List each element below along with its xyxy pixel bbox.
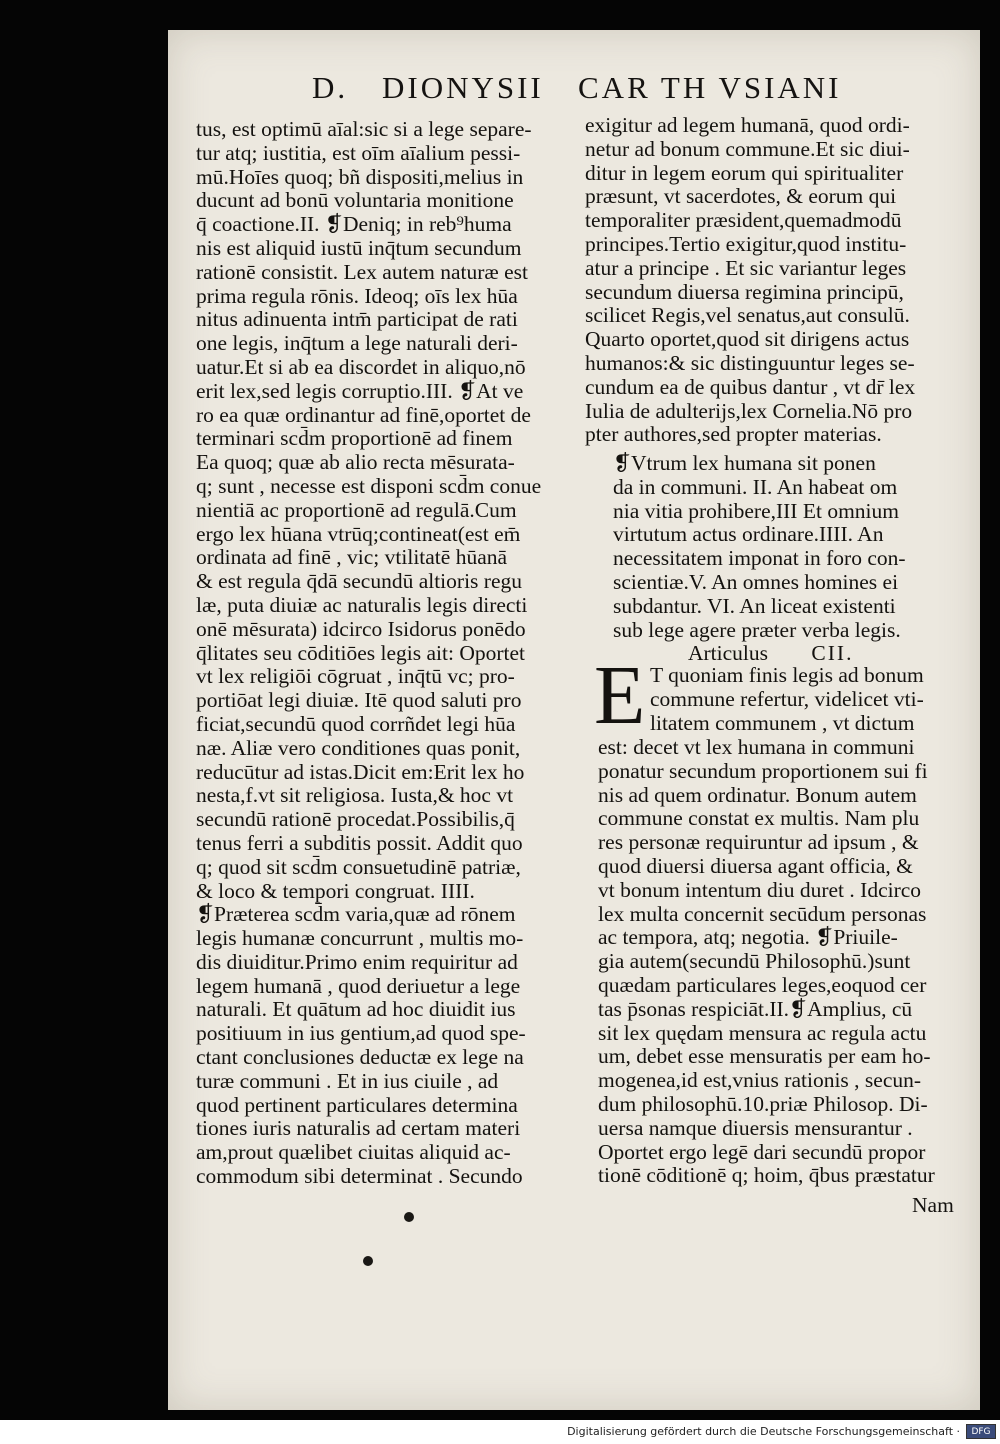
text-line: onē mēsurata) idcirco Isidorus ponēdo <box>196 616 526 641</box>
ink-dot <box>363 1256 373 1266</box>
text-line: Ea quoq; quæ ab alio recta mēsurata- <box>196 450 515 475</box>
right-column-top <box>585 114 965 454</box>
text-line: dis diuiditur.Primo enim requiritur ad <box>196 949 518 974</box>
text-line: commune constat ex multis. Nam plu <box>598 806 920 831</box>
text-line: nientiā ac proportionē ad regulā.Cum <box>196 497 517 522</box>
text-line: & loco & tempori congruat. IIII. <box>196 878 475 903</box>
text-line: uersa namque diuersis mensurantur . <box>598 1115 913 1140</box>
text-line: rationē consistit. Lex autem naturæ est <box>196 259 528 284</box>
text-line: ducunt ad bonū voluntaria monitione <box>196 188 514 213</box>
text-line: virtutum actus ordinare.IIII. An <box>613 522 884 547</box>
text-line: tiones iuris naturalis ad certam materi <box>196 1116 521 1141</box>
text-line: scientiæ.V. An omnes homines ei <box>613 569 899 594</box>
text-line: subdantur. VI. An liceat existenti <box>613 593 896 618</box>
text-line: quod pertinent particulares determina <box>196 1092 518 1117</box>
text-line: temporaliter præsident,quemadmodū <box>585 208 902 233</box>
text-line: dum philosophū.10.priæ Philosop. Di- <box>598 1091 928 1116</box>
text-line: commodum sibi determinat . Secundo <box>196 1164 523 1189</box>
text-line: nia vitia prohibere,III Et omnium <box>613 498 899 523</box>
text-line: præsunt, vt sacerdotes, & eorum qui <box>585 184 897 209</box>
text-line: tenus ferri a subditis possit. Addit quo <box>196 830 523 855</box>
text-line: res personæ requiruntur ad ipsum , & <box>598 830 919 855</box>
text-line: vt lex religiōi cōgruat , inq̄tū vc; pro- <box>196 664 515 689</box>
header-order: CAR TH VSIANI <box>578 70 842 105</box>
text-line: litatem communem , vt dictum <box>650 710 915 735</box>
text-line: principes.Tertio exigitur,quod institu- <box>585 231 907 256</box>
right-body-indented <box>650 664 965 736</box>
text-line: ponatur secundum proportionem sui fi <box>598 758 928 783</box>
question-list <box>613 452 965 644</box>
text-line: exigitur ad legem humanā, quod ordi- <box>585 114 910 137</box>
text-line: da in communi. II. An habeat om <box>613 474 898 499</box>
text-line: terminari scd̄m proportionē ad finem <box>196 426 513 451</box>
text-line: ctant conclusiones deductæ ex lege na <box>196 1045 524 1070</box>
left-column <box>196 118 574 1208</box>
text-line: legis humanæ concurrunt , multis mo- <box>196 926 524 951</box>
text-line: ordinata ad finē , vic; vtilitatē hūanā <box>196 545 508 570</box>
text-line: ac tempora, atq; negotia. ❡Priuile- <box>598 925 898 950</box>
text-line: mū.Hoīes quoq; bñ dispositi,melius in <box>196 164 524 189</box>
text-line: læ, puta diuiæ ac naturalis legis directi <box>196 592 528 617</box>
text-line: one legis, inq̄tum a lege naturali deri- <box>196 331 518 356</box>
text-line: Iulia de adulterijs,lex Cornelia.Nō pro <box>585 398 913 423</box>
text-line: am,prout quælibet ciuitas aliquid ac- <box>196 1140 511 1165</box>
text-line: atur a principe . Et sic variantur leges <box>585 255 907 280</box>
text-line: ❡Præterea scd̄m varia,quæ ad rōnem <box>196 902 516 927</box>
header-letter: D. <box>312 70 349 105</box>
text-line: ro ea quæ ordinantur ad finē,oportet de <box>196 402 531 427</box>
text-line: næ. Aliæ vero conditiones quas ponit, <box>196 735 521 760</box>
text-line: nis ad quem ordinatur. Bonum autem <box>598 782 917 807</box>
text-line: commune refertur, videlicet vti- <box>650 686 924 711</box>
text-line: tionē cōditionē q; hoim, q̄bus præstatur <box>598 1163 935 1188</box>
text-line: portiōat legi diuiæ. Itē quod saluti pro <box>196 688 522 713</box>
text-line: est: decet vt lex humana in communi <box>598 736 915 759</box>
text-line: nitus adinuenta intm̄ participat de rati <box>196 307 518 332</box>
text-line: positiuum in ius gentium,ad quod spe- <box>196 1021 526 1046</box>
text-line: & est regula q̄dā secundū altioris regu <box>196 569 522 594</box>
text-line: vt bonum intentum diu duret . Idcirco <box>598 877 922 902</box>
right-body <box>598 736 965 1216</box>
text-line: tur atq; iustitia, est oīm aīalium pessi- <box>196 140 521 165</box>
text-line: T quoniam finis legis ad bonum <box>650 664 924 687</box>
text-line: ❡Vtrum lex humana sit ponen <box>613 452 876 475</box>
text-line: nesta,f.vt sit religiosa. Iusta,& hoc vt <box>196 783 514 808</box>
text-line: erit lex,sed legis corruptio.III. ❡At ve <box>196 378 524 403</box>
catchword: Nam <box>912 1193 954 1217</box>
funding-note: Digitalisierung gefördert durch die Deutsche Forschungsgemeinschaft · <box>567 1425 960 1438</box>
text-line: q; sunt , necesse est disponi scd̄m conue <box>196 473 542 498</box>
text-line: mogenea,id est,vnius rationis , secun- <box>598 1068 922 1093</box>
text-line: Oportet ergo legē dari secundū propor <box>598 1139 926 1164</box>
text-line: secundū rationē procedat.Possibilis,q̄ <box>196 807 515 832</box>
text-line: q̄ coactione.II. ❡Deniq; in reb⁹huma <box>196 212 512 237</box>
header-author: DIONYSII <box>382 70 544 105</box>
text-line: sit lex quędam mensura ac regula actu <box>598 1020 927 1045</box>
text-line: quædam particulares leges,eoquod cer <box>598 972 927 997</box>
text-line: um, debet esse mensuratis per eam ho- <box>598 1044 931 1069</box>
footer-bar <box>0 1420 1000 1444</box>
text-line: turæ communi . Et in ius ciuile , ad <box>196 1068 499 1093</box>
ink-dot <box>404 1212 414 1222</box>
text-line: humanos:& sic distinguuntur leges se- <box>585 350 915 375</box>
article-label: Articulus <box>688 641 769 665</box>
running-header <box>312 70 842 110</box>
text-line: sub lege agere præter verba legis. <box>613 617 901 642</box>
text-line: scilicet Regis,vel senatus,aut consulū. <box>585 303 910 328</box>
text-line: lex multa concernit secūdum personas <box>598 901 927 926</box>
text-line: reducūtur ad istas.Dicit em:Erit lex ho <box>196 759 525 784</box>
text-line: q; quod sit scd̄m consuetudinē patriæ, <box>196 854 521 879</box>
text-line: cundum ea de quibus dantur , vt dr̄ lex <box>585 374 916 399</box>
text-line: prima regula rōnis. Ideoq; oīs lex hūa <box>196 283 518 308</box>
text-line: legem humanā , quod deriuetur a lege <box>196 973 521 998</box>
text-line: tus, est optimū aīal:sic si a lege separe- <box>196 118 532 141</box>
text-line: uatur.Et si ab ea discordet in aliquo,nō <box>196 354 526 379</box>
dfg-logo: DFG <box>966 1424 996 1439</box>
text-line: pter authores,sed propter materias. <box>585 422 882 447</box>
text-line: ergo lex hūana vtrūq;contineat(est em̄ <box>196 521 521 546</box>
text-line: quod diuersi diuersa agant officia, & <box>598 853 913 878</box>
text-line: naturali. Et quātum ad hoc diuidit ius <box>196 997 516 1022</box>
text-line: netur ad bonum commune.Et sic diui- <box>585 136 910 161</box>
text-line: secundum diuersa regimina principū, <box>585 279 904 304</box>
text-line: ficiat,secundū quod corrñdet legi hūa <box>196 711 516 736</box>
text-line: q̄litates seu cōditiōes legis ait: Oportet <box>196 640 525 665</box>
text-line: necessitatem imponat in foro con- <box>613 546 906 571</box>
text-line: ditur in legem eorum qui spiritualiter <box>585 160 904 185</box>
text-line: gia autem(secundū Philosophū.)sunt <box>598 949 911 974</box>
text-line: nis est aliquid iustū inq̄tum secundum <box>196 235 522 260</box>
text-line: tas p̄sonas respiciāt.II.❡Amplius, cū <box>598 996 913 1021</box>
decorated-initial: E <box>594 649 646 742</box>
article-number: CII. <box>811 641 854 665</box>
text-line: Quarto oportet,quod sit dirigens actus <box>585 327 910 352</box>
